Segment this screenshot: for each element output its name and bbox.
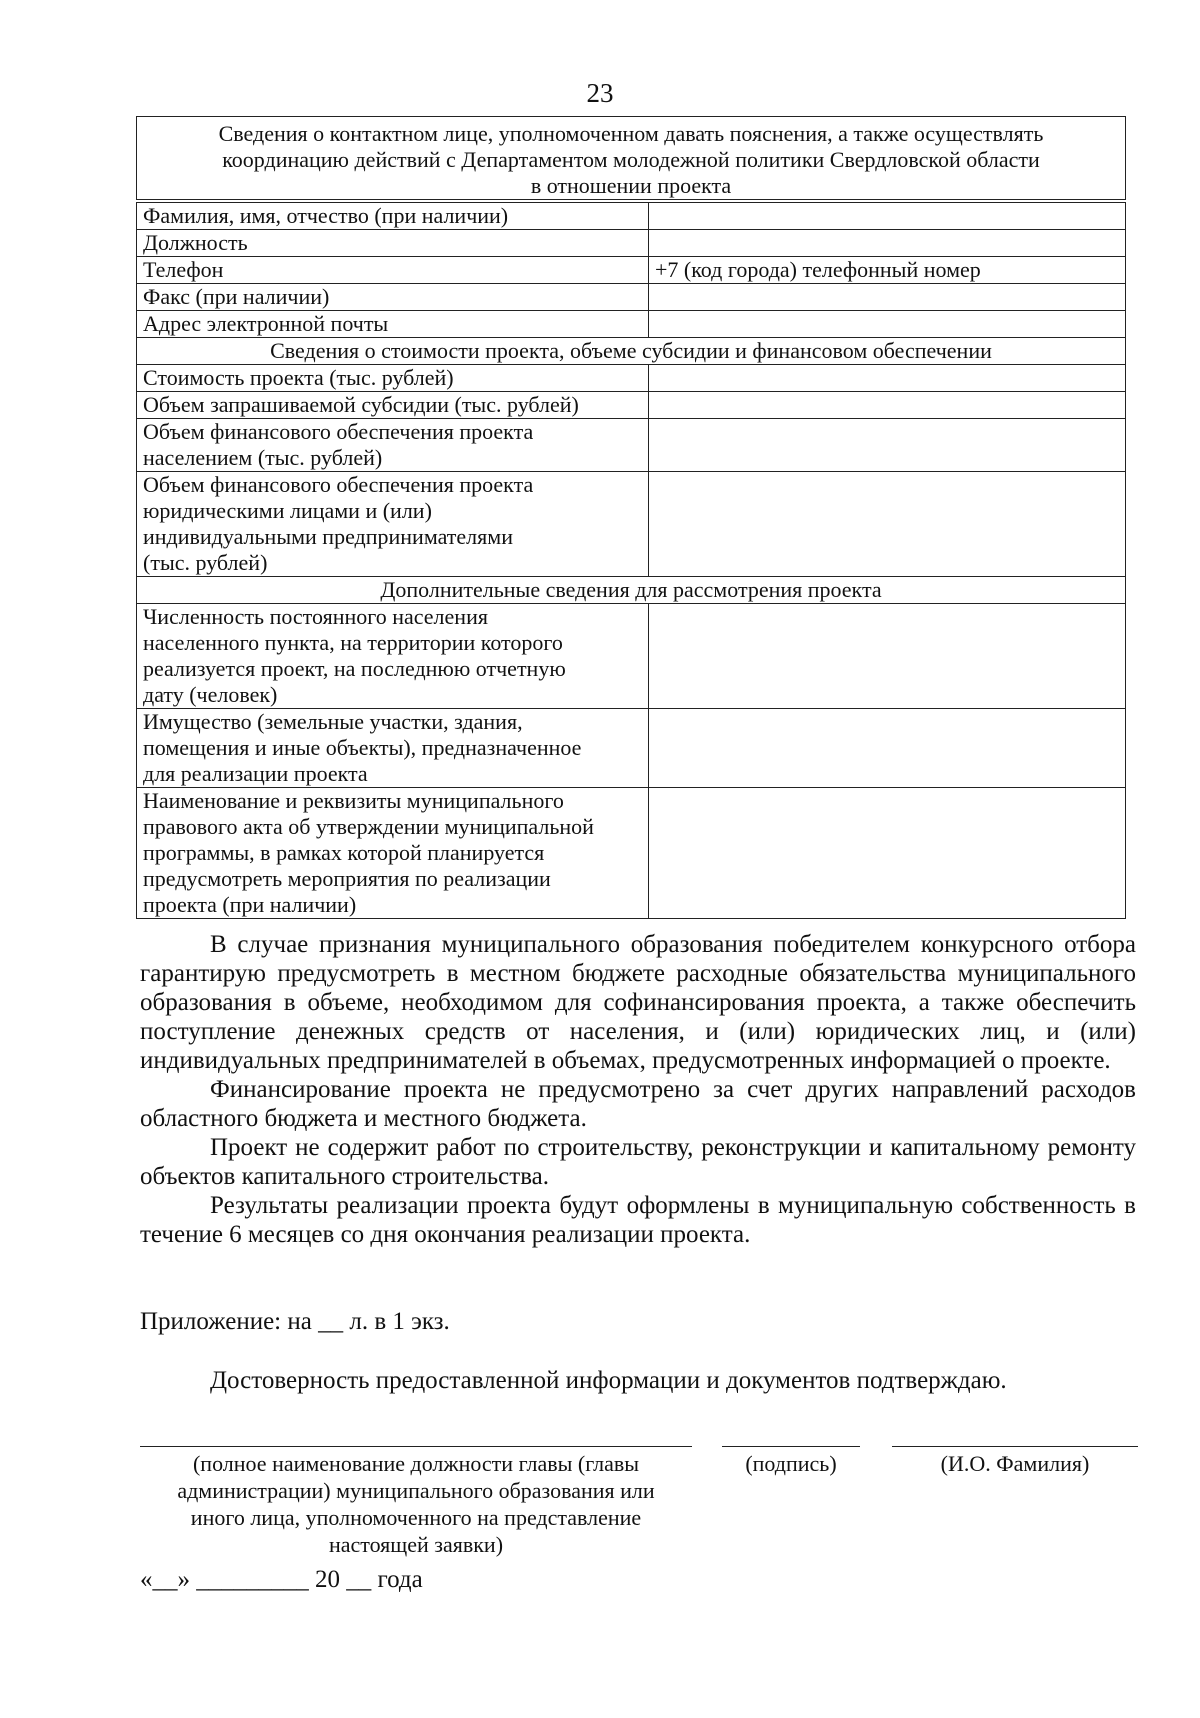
table-row: [137, 284, 1126, 311]
contact-fax-value: [649, 284, 1126, 311]
extra-section-header-row: [137, 577, 1126, 604]
table-row: [137, 201, 1126, 230]
confirmation-statement: Достоверность предоставленной информации и документов подтверждаю.: [210, 1367, 1007, 1394]
contact-phone-value: +7 (код города) телефонный номер: [649, 257, 1126, 284]
table-row: [137, 419, 1126, 472]
position-signature-line: [140, 1446, 692, 1447]
contact-email-label: Адрес электронной почты: [137, 311, 649, 338]
property-label: Имущество (земельные участки, здания, помещения и иные объекты), предназначенное для реализации проекта: [137, 709, 649, 788]
cost-section-header-row: [137, 338, 1126, 365]
contact-position-value: [649, 230, 1126, 257]
resident-population-value: [649, 604, 1126, 709]
appendix-note: Приложение: на __ л. в 1 экз.: [140, 1308, 450, 1335]
table-row: [137, 604, 1126, 709]
results-paragraph: Результаты реализации проекта будут оформлены в муниципальную собственность в течение 6 месяцев со дня окончания реализации проекта.: [140, 1192, 1136, 1248]
subsidy-amount-value: [649, 392, 1126, 419]
municipal-act-label: Наименование и реквизиты муниципального правового акта об утверждении муниципальной программы, в рамках которой планируется предусмотреть мероприятия по реализации проекта (при наличии): [137, 788, 649, 919]
application-form-table: [136, 116, 1126, 919]
business-funding-value: [649, 472, 1126, 577]
table-row: [137, 365, 1126, 392]
project-cost-label: Стоимость проекта (тыс. рублей): [137, 365, 649, 392]
table-row: [137, 230, 1126, 257]
cost-section-heading: Сведения о стоимости проекта, объеме субсидии и финансовом обеспечении: [137, 338, 1126, 365]
contact-name-label: Фамилия, имя, отчество (при наличии): [137, 201, 649, 230]
position-caption: (полное наименование должности главы (главы администрации) муниципального образования или иного лица, уполномоченного на представление настоящей заявки): [177, 1451, 655, 1557]
property-value: [649, 709, 1126, 788]
construction-paragraph: Проект не содержит работ по строительству, реконструкции и капитальному ремонту объектов капитального строительства.: [140, 1134, 1136, 1190]
subsidy-amount-label: Объем запрашиваемой субсидии (тыс. рублей): [137, 392, 649, 419]
business-funding-label: Объем финансового обеспечения проекта юридическими лицами и (или) индивидуальными предпринимателями (тыс. рублей): [137, 472, 649, 577]
table-row: [137, 709, 1126, 788]
name-caption: (И.О. Фамилия): [940, 1451, 1090, 1476]
date-line: «__» _________ 20 __ года: [140, 1566, 423, 1593]
guarantee-paragraph: В случае признания муниципального образования победителем конкурсного отбора гарантирую предусмотреть в местном бюджете расходные обязательства муниципального образования в объеме, необходимом для софинансирования проекта, а также обеспечить поступление денежных средств от населения, и (или) юридических лиц, и (или) индивидуальных предпринимателей в объемах, предусмотренных информацией о проекте.: [140, 931, 1136, 1074]
extra-section-heading: Дополнительные сведения для рассмотрения проекта: [137, 577, 1126, 604]
financing-paragraph: Финансирование проекта не предусмотрено за счет других направлений расходов областного бюджета и местного бюджета.: [140, 1076, 1136, 1132]
contact-name-value: [649, 201, 1126, 230]
contact-phone-label: Телефон: [137, 257, 649, 284]
contact-section-header-row: [137, 117, 1126, 202]
table-row: [137, 392, 1126, 419]
signature-line: [722, 1446, 860, 1447]
population-funding-value: [649, 419, 1126, 472]
project-cost-value: [649, 365, 1126, 392]
table-row: [137, 257, 1126, 284]
contact-section-heading: Сведения о контактном лице, уполномоченном давать пояснения, а также осуществлять координацию действий с Департаментом молодежной политики Свердловской области в отношении проекта: [137, 117, 1126, 202]
contact-fax-label: Факс (при наличии): [137, 284, 649, 311]
resident-population-label: Численность постоянного населения населенного пункта, на территории которого реализуется проект, на последнюю отчетную дату (человек): [137, 604, 649, 709]
signature-caption: (подпись): [745, 1451, 837, 1476]
contact-email-value: [649, 311, 1126, 338]
page-number: 23: [586, 78, 614, 108]
table-row: [137, 788, 1126, 919]
table-row: [137, 472, 1126, 577]
name-signature-line: [892, 1446, 1138, 1447]
municipal-act-value: [649, 788, 1126, 919]
table-row: [137, 311, 1126, 338]
population-funding-label: Объем финансового обеспечения проекта населением (тыс. рублей): [137, 419, 649, 472]
contact-position-label: Должность: [137, 230, 649, 257]
body-text: [140, 930, 1136, 1249]
